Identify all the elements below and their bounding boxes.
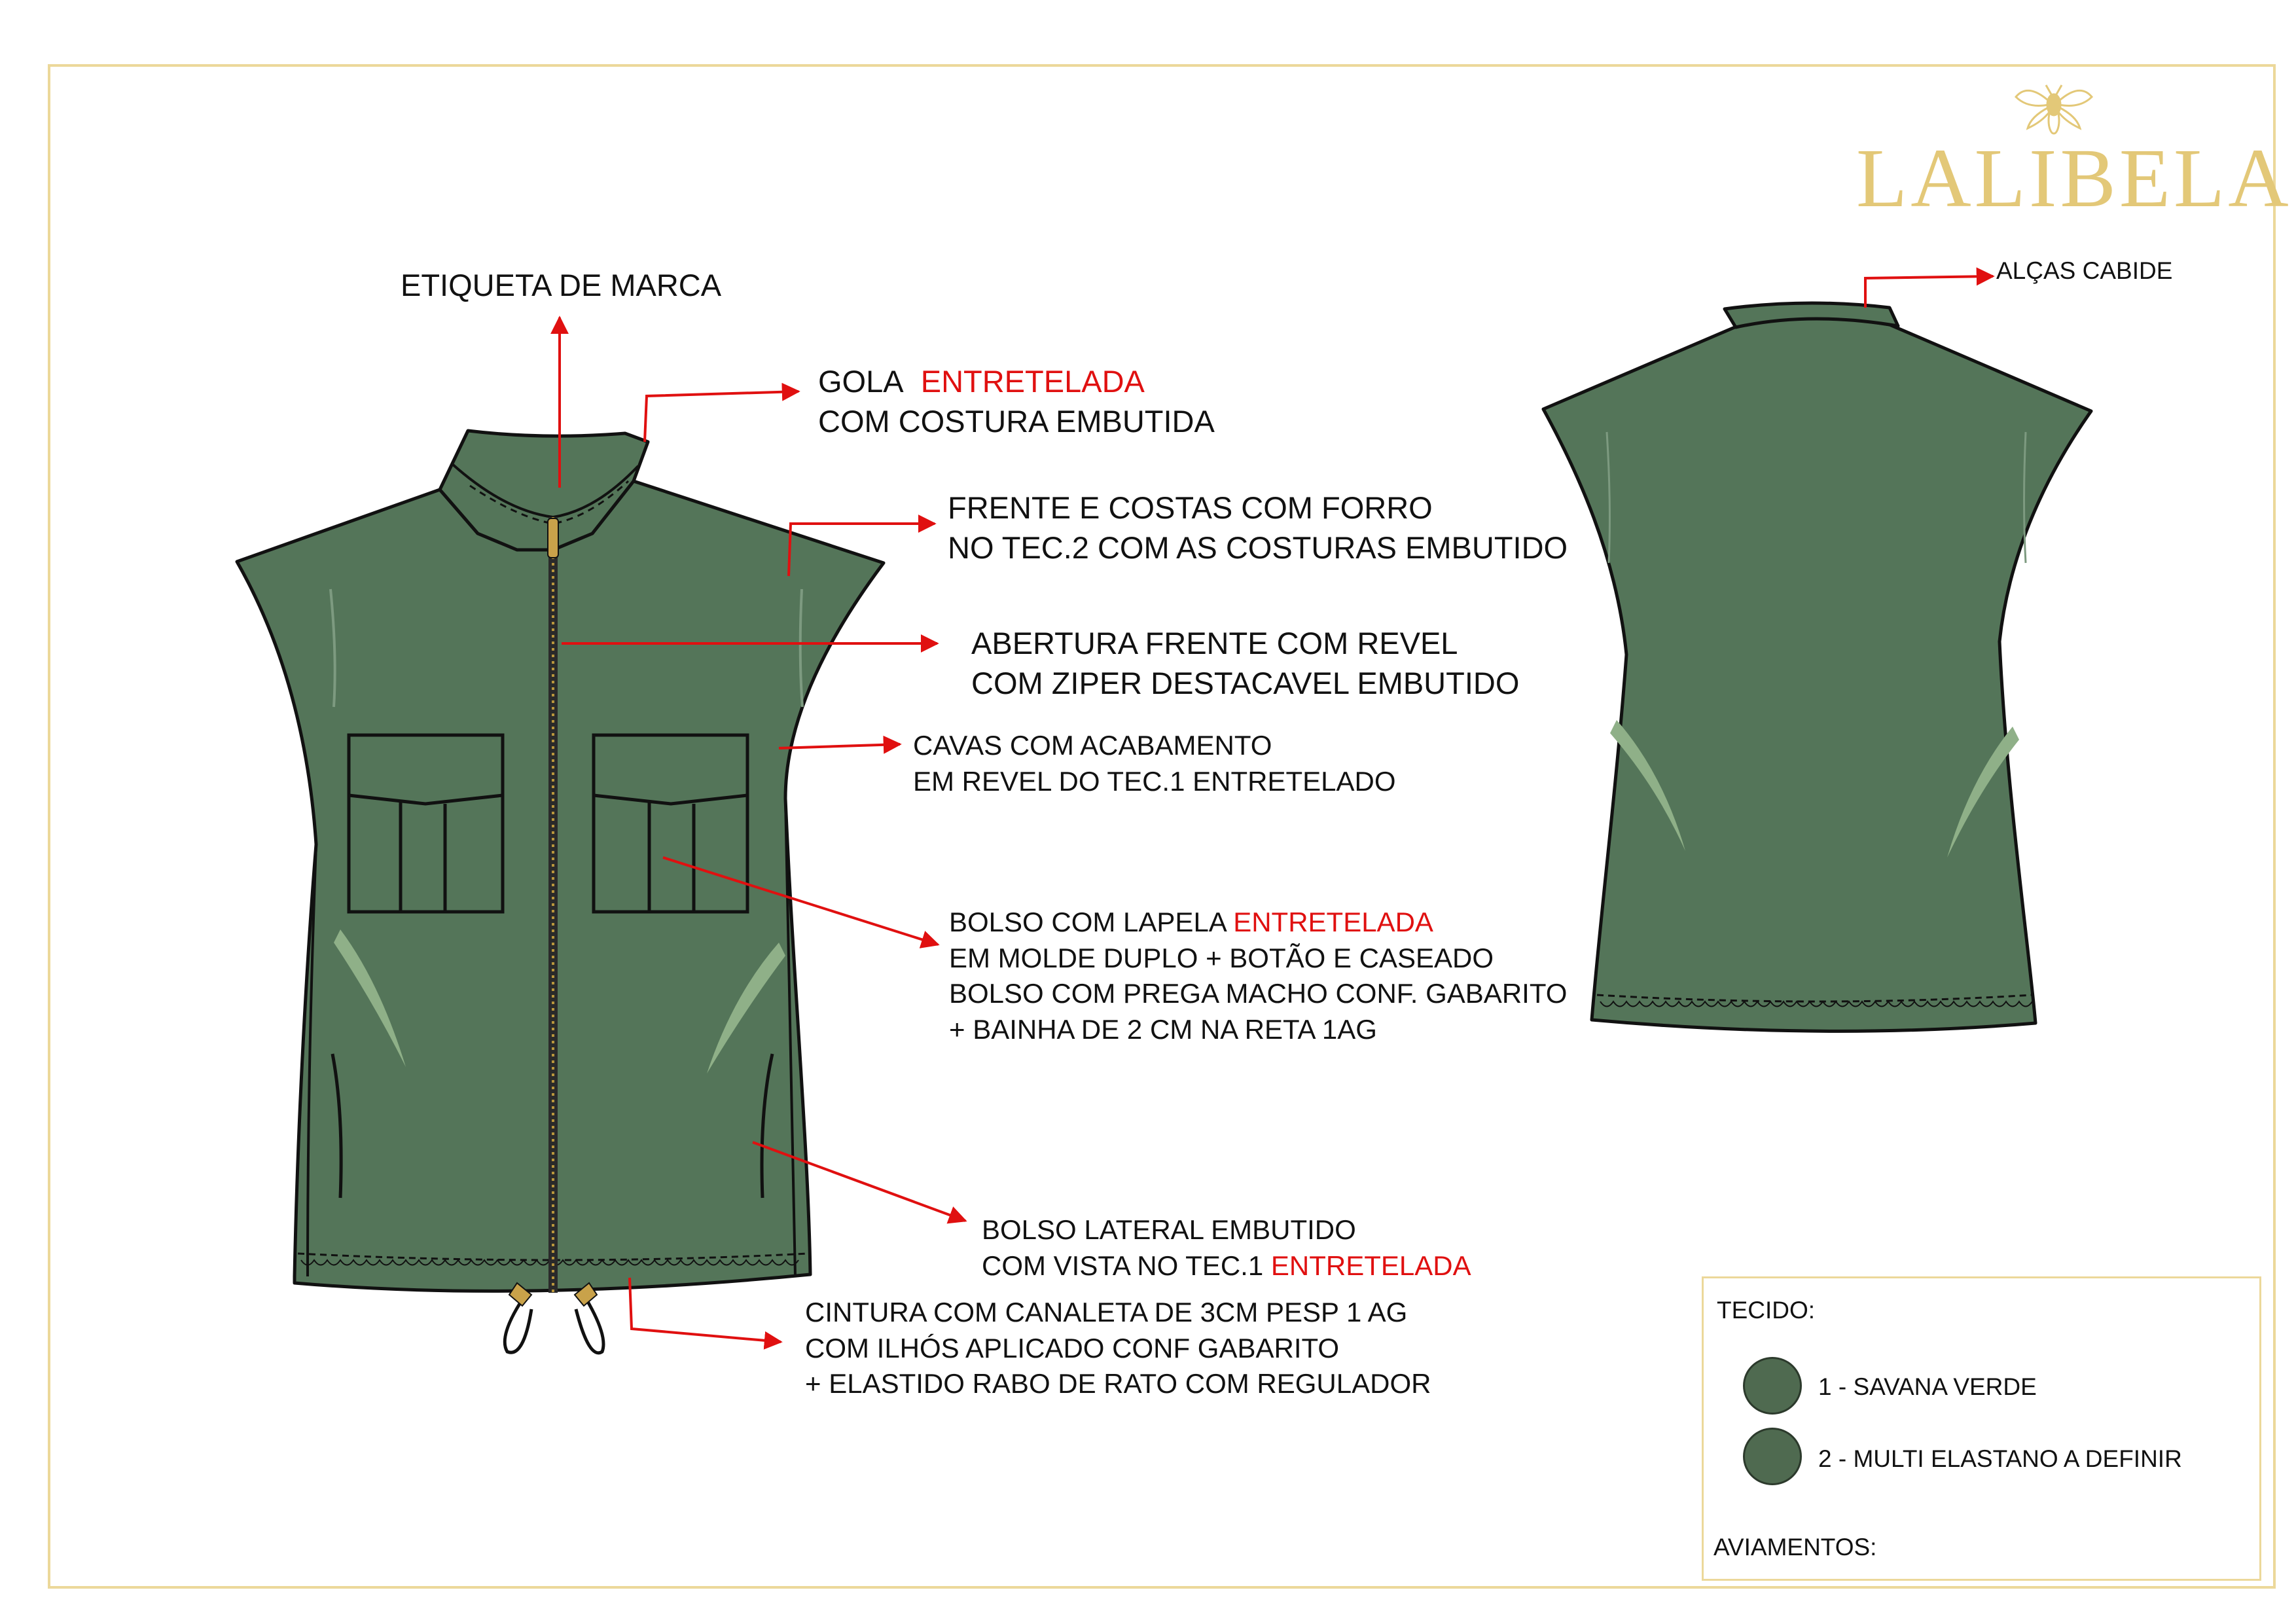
label-gola-red: ENTRETELADA [920, 364, 1145, 399]
back-body [1543, 318, 2091, 1031]
bee-icon [2016, 85, 2092, 134]
arrow-alcas [1865, 276, 1993, 308]
label-cintura-line3: + ELASTIDO RABO DE RATO COM REGULADOR [805, 1368, 1431, 1399]
label-bolso-prefix: BOLSO COM LAPELA [949, 907, 1226, 937]
label-forro [948, 488, 1568, 568]
legend-item-2: 2 - MULTI ELASTANO A DEFINIR [1818, 1445, 2182, 1472]
label-abertura [971, 623, 1519, 703]
swatch-2 [1743, 1428, 1802, 1485]
label-bolso-line3: BOLSO COM PREGA MACHO CONF. GABARITO [949, 978, 1568, 1009]
label-gola [818, 361, 1215, 441]
label-bolso [949, 905, 1567, 1047]
label-cavas-line2: EM REVEL DO TEC.1 ENTRETELADO [913, 765, 1396, 797]
legend-aviamentos-label: AVIAMENTOS: [1713, 1534, 1877, 1561]
label-bolso-line2: EM MOLDE DUPLO + BOTÃO E CASEADO [949, 942, 1494, 973]
arrow-cavas [779, 744, 900, 748]
label-cintura-line1: CINTURA COM CANALETA DE 3CM PESP 1 AG [805, 1297, 1408, 1327]
label-abertura-line1: ABERTURA FRENTE COM REVEL [971, 626, 1458, 660]
swatch-1 [1743, 1357, 1802, 1415]
label-abertura-line2: COM ZIPER DESTACAVEL EMBUTIDO [971, 666, 1520, 701]
legend-box [1702, 1276, 2261, 1581]
label-forro-line1: FRENTE E COSTAS COM FORRO [948, 490, 1433, 525]
arrow-gola [645, 391, 798, 442]
zipper-pull [548, 518, 558, 558]
label-cintura-line2: COM ILHÓS APLICADO CONF GABARITO [805, 1332, 1340, 1363]
label-bolso-line4: + BAINHA DE 2 CM NA RETA 1AG [949, 1013, 1377, 1045]
legend-tecido-label: TECIDO: [1717, 1297, 1816, 1324]
label-cavas-line1: CAVAS COM ACABAMENTO [913, 730, 1272, 761]
label-bolso-lateral-red: ENTRETELADA [1270, 1250, 1471, 1281]
front-vest [237, 431, 884, 1353]
label-bolso-lateral-line1: BOLSO LATERAL EMBUTIDO [982, 1214, 1356, 1245]
label-alcas: ALÇAS CABIDE [1996, 257, 2173, 284]
label-etiqueta: ETIQUETA DE MARCA [401, 268, 722, 302]
label-gola-prefix: GOLA [818, 364, 904, 399]
label-forro-line2: NO TEC.2 COM AS COSTURAS EMBUTIDO [948, 530, 1568, 566]
brand-name: LALIBELA [1856, 132, 2292, 225]
label-gola-line2: COM COSTURA EMBUTIDA [818, 404, 1215, 439]
label-cavas [913, 728, 1396, 799]
label-bolso-lateral [982, 1212, 1471, 1284]
label-bolso-lateral-prefix: COM VISTA NO TEC.1 [982, 1250, 1264, 1281]
label-cintura [805, 1295, 1431, 1402]
back-vest [1543, 303, 2091, 1031]
legend-item-1: 1 - SAVANA VERDE [1818, 1373, 2037, 1400]
label-bolso-red: ENTRETELADA [1233, 907, 1433, 937]
